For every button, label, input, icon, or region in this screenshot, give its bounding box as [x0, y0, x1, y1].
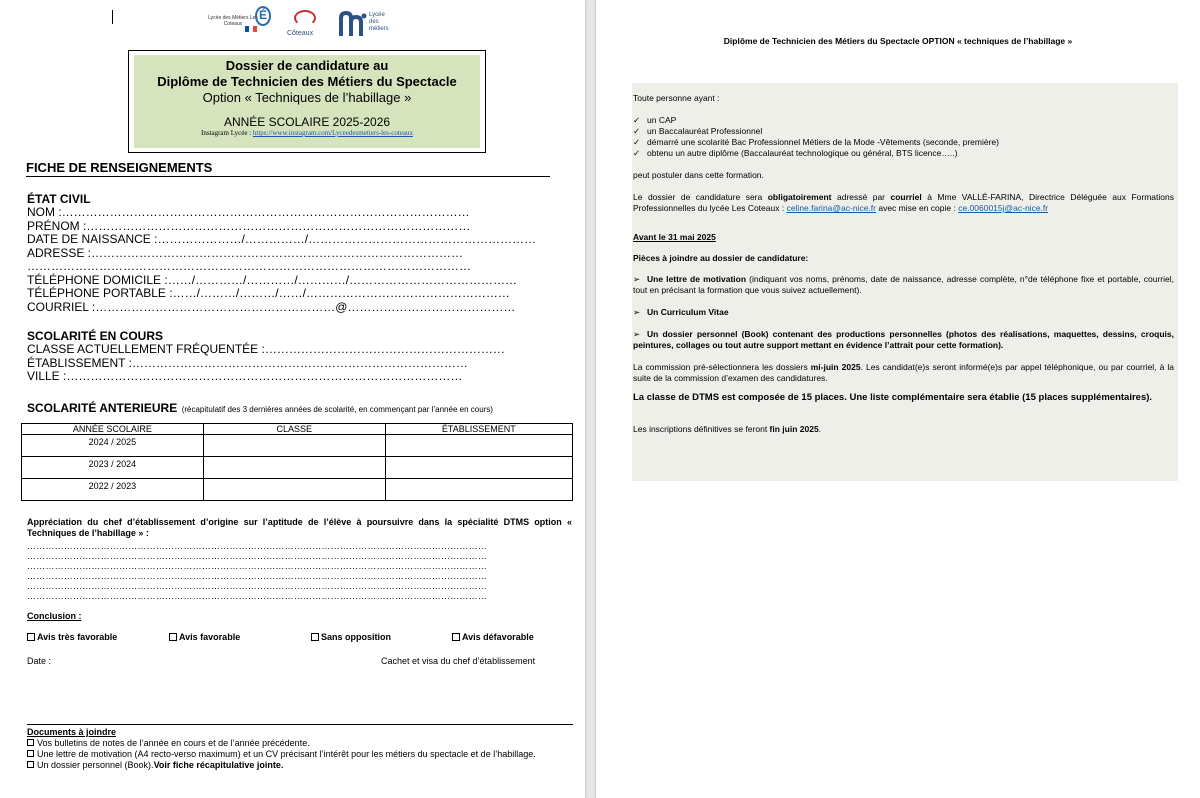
- documents-section: [27, 727, 573, 771]
- checkbox-icon: [27, 761, 34, 768]
- courriel-field[interactable]: COURRIEL :……………………………………………………@……………………………………: [27, 299, 516, 314]
- document-item: Une lettre de motivation (A4 recto-verso maximum) et un CV précisant l’intérêt pour les métiers du spectacle et de l’habillage.: [27, 749, 573, 760]
- row-classe-cell[interactable]: [203, 479, 385, 501]
- avis-label: Avis défavorable: [462, 632, 534, 642]
- lycee-metiers-logo-text: Lycée des métiers: [369, 12, 389, 32]
- avis-defavorable-checkbox[interactable]: [452, 632, 534, 642]
- col-classe: CLASSE: [203, 424, 385, 435]
- anterieure-heading: SCOLARITÉ ANTERIEURE: [27, 401, 178, 415]
- instagram-link[interactable]: https://www.instagram.com/Lyceedesmetiers-les-coteaux: [252, 129, 413, 137]
- checkbox-icon: [27, 750, 34, 757]
- checkbox-icon: [27, 633, 35, 641]
- nom-field[interactable]: NOM :…………………………………………………………………………………………: [27, 205, 470, 219]
- table-row: [22, 457, 573, 479]
- coteaux-logo-text: Côteaux: [287, 30, 314, 37]
- lycee-metiers-logo-icon: [339, 10, 367, 38]
- check-item: ✓ démarré une scolarité Bac Professionnel Métiers de la Mode -Vêtements (seconde, première): [633, 137, 1174, 148]
- education-logo-icon: É: [255, 6, 271, 26]
- documents-heading: Documents à joindre: [27, 727, 117, 737]
- checkbox-icon: [27, 739, 34, 746]
- adresse2-field[interactable]: …………………………………………………………………………………………………: [27, 259, 471, 273]
- etablissement-field[interactable]: ÉTABLISSEMENT :…………………………………………………………………………: [27, 355, 468, 370]
- check-item: ✓ obtenu un autre diplôme (Baccalauréat technologique ou général, BTS licence…..): [633, 148, 1174, 159]
- check-item: ✓ un Baccalauréat Professionnel: [633, 126, 1174, 137]
- scolarite-anterieure-table: [21, 423, 573, 501]
- dot-line: ……………………………………………………………………………………………………………………………………: [27, 561, 487, 571]
- cachet-label: Cachet et visa du chef d’établissement: [381, 656, 536, 666]
- table-row: [22, 435, 573, 457]
- appreciation-text: Appréciation du chef d’établissement d’origine sur l’aptitude de l’élève à poursuivre dans la spécialité DTMS option « Techniques de l’habillage » :: [27, 517, 572, 538]
- inscriptions-paragraph: Les inscriptions définitives se feront fin juin 2025.: [633, 424, 822, 434]
- document-item: Un dossier personnel (Book).Voir fiche récapitulative jointe.: [27, 760, 573, 771]
- row-classe-cell[interactable]: [203, 435, 385, 457]
- envoi-paragraph: Le dossier de candidature sera obligatoirement adressé par courriel à Mme VALLÉ-FARINA, Directrice Déléguée aux Formations Professionnelles du lycée Les Coteaux : celine.farina@ac-nice.fr avec mise en copie : ce.0060015j@ac-nice.fr: [633, 192, 1174, 213]
- sans-opposition-checkbox[interactable]: [311, 632, 391, 642]
- page-left: [0, 0, 585, 798]
- row-annee: 2024 / 2025: [22, 435, 204, 457]
- row-etab-cell[interactable]: [385, 479, 572, 501]
- anterieure-heading-line: [27, 399, 493, 417]
- row-etab-cell[interactable]: [385, 435, 572, 457]
- document-item: Vos bulletins de notes de l’année en cours et de l’année précédente.: [27, 738, 573, 749]
- classe-field[interactable]: CLASSE ACTUELLEMENT FRÉQUENTÉE :……………………………………………………: [27, 342, 505, 356]
- right-page-header: Diplôme de Technicien des Métiers du Spectacle OPTION « techniques de l’habillage »: [723, 36, 1073, 46]
- avis-label: Avis très favorable: [37, 632, 118, 642]
- anterieure-note: (récapitulatif des 3 dernières années de scolarité, en commençant par l’année en cours): [181, 405, 493, 414]
- peut-postuler-text: peut postuler dans cette formation.: [633, 170, 764, 180]
- title-box: [128, 50, 486, 153]
- page-right: [596, 0, 1200, 798]
- conclusion-label: Conclusion :: [27, 611, 82, 621]
- col-etablissement: ÉTABLISSEMENT: [385, 424, 572, 435]
- checkbox-icon: [169, 633, 177, 641]
- divider: [27, 724, 573, 725]
- fiche-title: FICHE DE RENSEIGNEMENTS: [26, 160, 550, 177]
- row-classe-cell[interactable]: [203, 457, 385, 479]
- logo-lycee-text: Lycée des Métiers Les Coteaux: [208, 15, 258, 27]
- row-annee: 2023 / 2024: [22, 457, 204, 479]
- piece-item: ➢ Un Curriculum Vitae: [633, 307, 729, 317]
- avis-label: Avis favorable: [179, 632, 241, 642]
- table-row: [22, 479, 573, 501]
- tel-portable-field[interactable]: TÉLÉPHONE PORTABLE :……/………/………/……/……………………………………………: [27, 286, 510, 300]
- appreciation-lines[interactable]: [27, 541, 572, 601]
- places-paragraph: La classe de DTMS est composée de 15 places. Une liste complémentaire sera établie (15 places supplémentaires).: [633, 392, 1153, 403]
- row-etab-cell[interactable]: [385, 457, 572, 479]
- scolarite-section: [27, 329, 505, 384]
- dot-line: ……………………………………………………………………………………………………………………………………: [27, 591, 487, 601]
- info-box: [632, 83, 1178, 481]
- coteaux-logo-icon: [294, 10, 316, 26]
- instagram-label: Instagram Lycée :: [200, 129, 253, 137]
- commission-paragraph: La commission pré-sélectionnera les dossiers mi-juin 2025. Les candidat(e)s seront informé(e)s par appel téléphonique, ou par courriel, à la suite de la commission d’examen des candidatures.: [633, 362, 1174, 383]
- col-annee: ANNÉE SCOLAIRE: [22, 424, 204, 435]
- text-cursor: [112, 10, 113, 24]
- etat-civil-section: [27, 192, 536, 314]
- school-year: ANNÉE SCOLAIRE 2025-2026: [223, 115, 391, 129]
- etat-civil-heading: ÉTAT CIVIL: [27, 192, 91, 206]
- title-line-2: Diplôme de Technicien des Métiers du Spectacle: [157, 74, 457, 89]
- avis-favorable-checkbox[interactable]: [169, 632, 240, 642]
- naissance-field[interactable]: DATE DE NAISSANCE :…………………/……………/…………………………………………………: [27, 232, 537, 246]
- adresse-field[interactable]: ADRESSE :…………………………………………………………………………………: [27, 245, 464, 260]
- dot-line: ……………………………………………………………………………………………………………………………………: [27, 541, 487, 551]
- scolarite-heading: SCOLARITÉ EN COURS: [27, 329, 164, 343]
- piece-item: ➢ Un dossier personnel (Book) contenant des productions personnelles (photos des réalisations, maquettes, dessins, croquis, peintures, collages ou tout autre support mettant en évidence l’attrait pour cette formation).: [633, 329, 1174, 350]
- email-link-farina[interactable]: celine.farina@ac-nice.fr: [786, 203, 876, 213]
- email-link-ce[interactable]: ce.0060015j@ac-nice.fr: [958, 203, 1049, 213]
- pieces-heading: Pièces à joindre au dossier de candidature:: [633, 253, 809, 263]
- check-item: ✓ un CAP: [633, 115, 1174, 126]
- deadline-text: Avant le 31 mai 2025: [633, 232, 716, 242]
- intro-text: Toute personne ayant :: [633, 93, 720, 103]
- checkbox-icon: [452, 633, 460, 641]
- ville-field[interactable]: VILLE :………………………………………………………………………………………: [27, 369, 463, 383]
- french-flag-icon: [245, 26, 257, 32]
- row-annee: 2022 / 2023: [22, 479, 204, 501]
- date-label: Date :: [27, 656, 52, 666]
- title-option: Option « Techniques de l’habillage »: [202, 90, 412, 105]
- instagram-line: [134, 129, 480, 138]
- avis-tres-favorable-checkbox[interactable]: [27, 632, 117, 642]
- checkbox-icon: [311, 633, 319, 641]
- dot-line: ……………………………………………………………………………………………………………………………………: [27, 581, 487, 591]
- tel-domicile-field[interactable]: TÉLÉPHONE DOMICILE :……/…………/…………/…………/……………………………………: [27, 272, 518, 287]
- prenom-field[interactable]: PRÉNOM :……………………………………………………………………………………: [27, 218, 471, 233]
- avis-label: Sans opposition: [321, 632, 392, 642]
- dot-line: ……………………………………………………………………………………………………………………………………: [27, 551, 487, 561]
- dot-line: ……………………………………………………………………………………………………………………………………: [27, 571, 487, 581]
- piece-item: ➢ Une lettre de motivation (indiquant vos noms, prénoms, date de naissance, adresse complète, n°de téléphone fixe et portable, courriel, tout en précisant la formation que vous suivez actuellement).: [633, 274, 1174, 295]
- title-line-1: Dossier de candidature au: [225, 58, 389, 73]
